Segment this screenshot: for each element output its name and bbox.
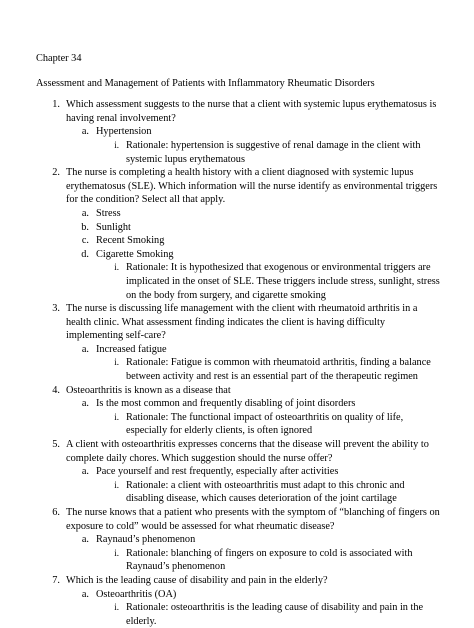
question-item <box>36 438 444 506</box>
rationale-number: i. <box>114 139 119 150</box>
answer-text: Increased fatigue <box>96 343 167 355</box>
rationale-text: Rationale: Fatigue is common with rheumatoid arthritis, finding a balance between activity and rest is an essential part of the therapeutic regimen <box>126 357 431 383</box>
question-item <box>36 384 444 438</box>
document-title: Assessment and Management of Patients with Inflammatory Rheumatic Disorders <box>36 77 375 89</box>
answer-row <box>66 248 444 262</box>
answer-letter: a. <box>81 466 89 478</box>
answer-text: Raynaud’s phenomenon <box>96 534 196 546</box>
question-row <box>36 384 444 398</box>
question-text: Which is the leading cause of disability and pain in the elderly? <box>66 574 328 586</box>
question-number: 7. <box>52 574 60 586</box>
question-row <box>36 574 444 588</box>
question-row <box>36 302 444 343</box>
answer-text: Osteoarthritis (OA) <box>96 588 177 600</box>
answer-letter: a. <box>81 398 89 410</box>
question-text: The nurse is completing a health history with a client diagnosed with systemic lupus erythematosus (SLE). Which information will the nurse identify as environmental triggers for the condition? Select all that apply. <box>66 167 438 206</box>
answer-text: Hypertension <box>96 126 152 138</box>
question-number: 3. <box>52 303 60 315</box>
question-item <box>36 166 444 302</box>
rationale-row <box>96 411 444 438</box>
rationale-text: Rationale: The functional impact of osteoarthritis on quality of life, especially for elderly clients, is often ignored <box>126 411 404 437</box>
answer-row <box>66 234 444 248</box>
question-text: Osteoarthritis is known as a disease that <box>66 384 231 396</box>
rationale-row <box>96 547 444 574</box>
rationale-text: Rationale: a client with osteoarthritis must adapt to this chronic and disabling disease, which causes deterioration of the joint cartilage <box>126 479 405 505</box>
answer-row <box>66 343 444 357</box>
question-number: 2. <box>52 167 60 179</box>
answer-letter: a. <box>81 534 89 546</box>
rationale-number: i. <box>114 357 119 368</box>
rationale-text: Rationale: blanching of fingers on exposure to cold is associated with Raynaud’s phenomenon <box>126 547 413 573</box>
question-number: 6. <box>52 507 60 518</box>
question-row <box>36 438 444 465</box>
answer-letter: c. <box>81 235 89 247</box>
question-list <box>36 98 444 628</box>
question-item <box>36 506 444 574</box>
rationale-text: Rationale: hypertension is suggestive of renal damage in the client with systemic lupus erythematous <box>126 139 421 165</box>
rationale-number: i. <box>114 547 119 558</box>
answer-text: Recent Smoking <box>96 235 165 247</box>
answer-text: Is the most common and frequently disabling of joint disorders <box>96 398 356 410</box>
question-row <box>36 166 444 207</box>
answer-letter: a. <box>81 126 89 138</box>
rationale-number: i. <box>114 411 119 422</box>
question-row <box>36 98 444 125</box>
answer-text: Stress <box>96 207 121 219</box>
answer-row <box>66 588 444 602</box>
rationale-number: i. <box>114 262 119 273</box>
rationale-number: i. <box>114 602 119 613</box>
question-number: 4. <box>52 384 60 396</box>
rationale-row <box>96 479 444 506</box>
rationale-row <box>96 601 444 628</box>
answer-row <box>66 207 444 221</box>
question-row <box>36 506 444 533</box>
answer-row <box>66 465 444 479</box>
question-text: The nurse knows that a patient who presents with the symptom of “blanching of fingers on exposure to cold” would be assessed for what rheumatic disease? <box>66 507 440 532</box>
answer-row <box>66 397 444 411</box>
question-text: The nurse is discussing life management with the client with rheumatoid arthritis in a health clinic. What assessment finding indicates the client is having difficulty implementing self-care? <box>66 303 418 342</box>
question-number: 5. <box>52 439 60 451</box>
rationale-number: i. <box>114 479 119 490</box>
question-text: Which assessment suggests to the nurse that a client with systemic lupus erythematosus is having renal involvement? <box>66 99 437 124</box>
answer-row <box>66 125 444 139</box>
rationale-row <box>96 139 444 166</box>
question-item <box>36 302 444 384</box>
answer-letter: b. <box>81 221 89 233</box>
answer-letter: a. <box>81 207 89 219</box>
answer-row <box>66 221 444 235</box>
answer-row <box>66 533 444 547</box>
answer-letter: a. <box>81 588 89 600</box>
answer-text: Cigarette Smoking <box>96 248 174 260</box>
question-item <box>36 98 444 166</box>
question-item <box>36 574 444 628</box>
answer-text: Pace yourself and rest frequently, especially after activities <box>96 466 339 478</box>
answer-text: Sunlight <box>96 221 131 233</box>
question-number: 1. <box>52 99 60 111</box>
chapter-heading: Chapter 34 <box>36 53 82 64</box>
question-text: A client with osteoarthritis expresses concerns that the disease will prevent the ability to complete daily chores. Which suggestion should the nurse offer? <box>66 439 429 464</box>
rationale-row <box>96 261 444 302</box>
rationale-text: Rationale: osteoarthritis is the leading cause of disability and pain in the elderly. <box>126 602 424 627</box>
rationale-row <box>96 356 444 383</box>
answer-letter: d. <box>81 248 89 260</box>
rationale-text: Rationale: It is hypothesized that exogenous or environmental triggers are implicated in the onset of SLE. These triggers include stress, sunlight, stress on the body from surgery, and cigarette smoking <box>126 262 440 301</box>
answer-letter: a. <box>81 343 89 355</box>
